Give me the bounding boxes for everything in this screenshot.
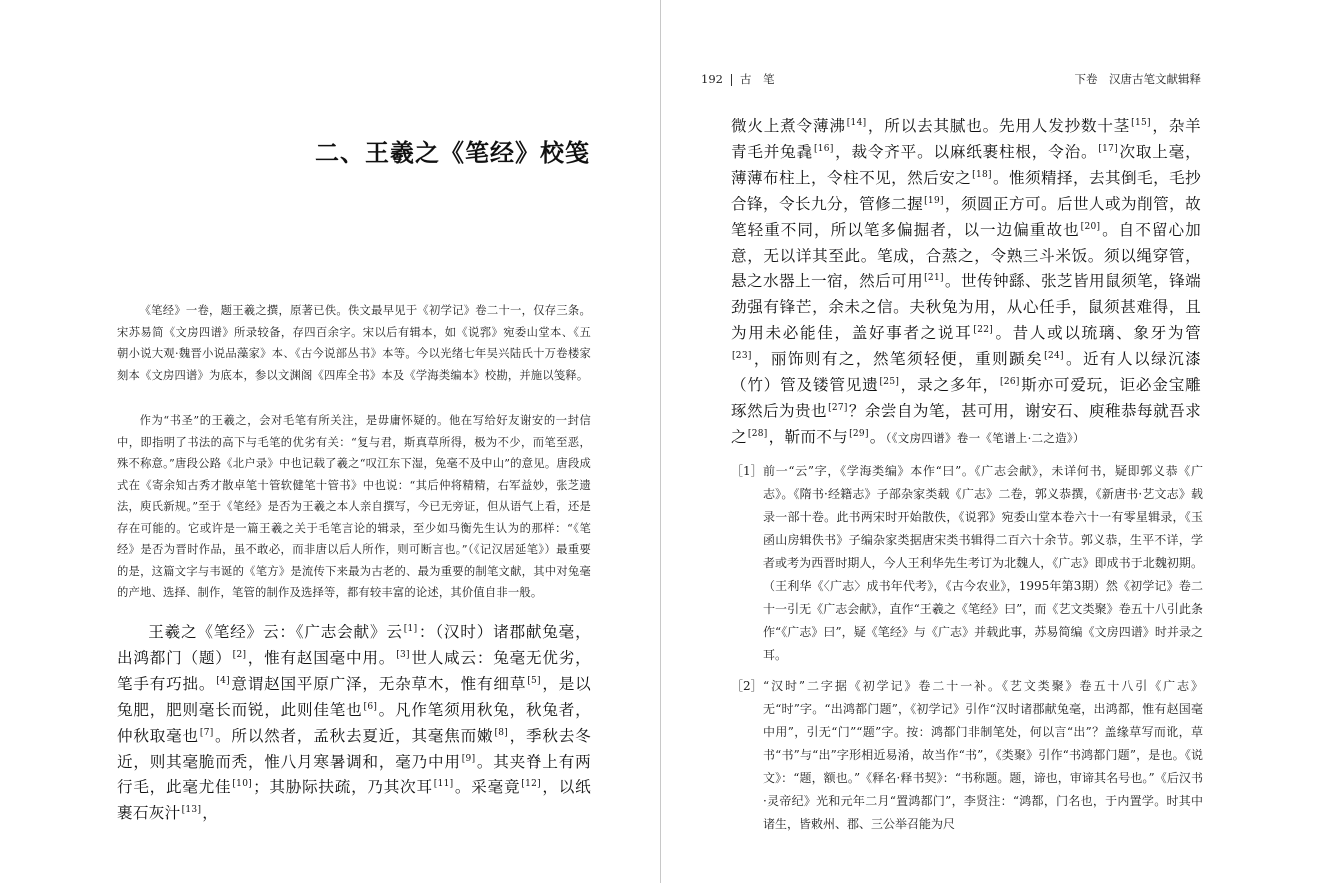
text-segment: 。凡作笔须用秋兔，秋兔者，仲秋取毫也 (117, 700, 591, 745)
footnote-ref[interactable]: [14] (846, 118, 867, 128)
footnote-ref[interactable]: [22] (973, 325, 994, 336)
footnote-ref[interactable]: [9] (461, 753, 476, 764)
footnote-ref[interactable]: [2] (232, 649, 247, 660)
text-segment: ？余尝自为笔，甚可用，谢安石、庾稚恭每就吾求之 (731, 401, 1201, 446)
text-segment: 王羲之《笔经》云：《广志会献》云 (148, 623, 403, 641)
footnote-ref[interactable]: [4] (216, 675, 230, 686)
section-title: 下卷 汉唐古笔文献辑释 (1074, 72, 1201, 86)
text-segment: ；其胁际扶疏，乃其次耳 (253, 778, 433, 797)
text-segment: 世人咸云：兔毫无优劣，笔手有巧拙。 (117, 648, 591, 693)
footnote-ref[interactable]: [17] (1098, 143, 1119, 154)
running-head (701, 71, 1201, 87)
footnote-number: ［1］ (731, 464, 763, 478)
footnote (731, 675, 1203, 836)
footnote-ref[interactable]: [28] (747, 428, 768, 439)
footnote-text: “汉时”二字据《初学记》卷二十一补。《艺文类聚》卷五十八引《广志》无“时”字。“出鸿都门题”，《初学记》引作“汉时诸郡献兔毫，出鸿都，惟有赵国毫中用”，引无“门”“题”字。按：鸿都门非制笔处，何以言“出”？盖缘草写而讹，草书“书”与“出”字形相近易淆，故当作“书”，《类聚》引作“书鸿都门题”，是也。《说文》：“题，额也。”《释名·释书契》：“书称题。题，谛也，审谛其名号也。”《后汉书·灵帝纪》光和元年二月“置鸿都门”，李贤注：“鸿都，门名也，于内置学。时其中诸生，皆敕州、郡、三公举召能为尺 (763, 679, 1203, 831)
main-paragraph (731, 114, 1201, 452)
footnote-ref[interactable]: [29] (849, 428, 869, 439)
page-number: 192 (701, 72, 723, 86)
chapter-title: 二、王羲之《笔经》校笺 (315, 139, 590, 168)
book-title: 古 笔 (739, 72, 775, 86)
text-segment: ，丽饰则有之，然笔须轻便，重则踬矣 (752, 350, 1044, 369)
intro-text: 作为“书圣”的王羲之，会对毛笔有所关注，是毋庸怀疑的。他在写给好友谢安的一封信中，即指明了书法的高下与毛笔的优劣有关：“复与君，斯真草所得，极为不少，而笔至恶，殊不称意。”唐段公路《北户录》中也记载了羲之“叹江东下湿，兔毫不及中山”的意见。唐段成式在《寄余知古秀才散卓笔十管软健笔十管书》中也说：“其后仲将精精，右军益妙，张芝遗法，庾氏新规。”至于《笔经》是否为王羲之本人亲自撰写，今已无旁证，但从语气上看，还是存在可能的。它或许是一篇王羲之关于毛笔言论的辑录，至少如马衡先生认为的那样：“《笔经》是否为晋时作品，虽不敢必，而非唐以后人所作，则可断言也。”（《记汉居延笔》）最重要的是，这篇文字与韦诞的《笔方》是流传下来最为古老的、最为重要的制笔文献，其中对兔毫的产地、选择、制作，笔管的制作及选择等，都有较丰富的论述，其价值自非一般。 (117, 414, 591, 599)
footnote-ref[interactable]: [25] (879, 377, 900, 388)
footnote-ref[interactable]: [24] (1044, 351, 1064, 362)
text-segment: ，录之多年， (900, 376, 1000, 395)
footnote-ref[interactable]: [23] (732, 351, 752, 362)
left-page (0, 0, 660, 883)
footnote-ref[interactable]: [7] (199, 727, 214, 738)
source-citation: （《文房四谱》卷一《笔谱上·二之造》） (885, 430, 1085, 445)
footnote-ref[interactable]: [11] (433, 779, 454, 790)
text-segment: 。惟须精择，去其倒毛，毛抄合锋，令长九分，管修二握 (731, 168, 1201, 213)
text-segment: ：（汉时）诸郡献兔毫，出鸿都门（题） (117, 623, 591, 667)
text-segment: ，所以去其腻也。先用人发抄数十茎 (867, 117, 1131, 135)
footnote-ref[interactable]: [5] (527, 675, 541, 686)
footnote-ref[interactable]: [1] (403, 624, 418, 634)
footnote-ref[interactable]: [10] (232, 779, 253, 790)
text-segment: ，以纸裹石灰汁 (117, 778, 591, 823)
text-segment: 。自不留心加意，无以详其至此。笔成，合蒸之，令熟三斗米饭。须以绳穿管，悬之水器上一宿，然后可用 (731, 220, 1201, 291)
text-segment: 意谓赵国平原广泽，无杂草木，惟有细草 (230, 674, 527, 693)
footnote-ref[interactable]: [19] (924, 195, 944, 206)
intro-text: 《笔经》一卷，题王羲之撰，原著已佚。佚文最早见于《初学记》卷二十一，仅存三条。宋苏易简《文房四谱》所录较备，存四百余字。宋以后有辑本，如《说郛》宛委山堂本、《五朝小说大观·魏晋小说品藻家》本、《古今说部丛书》本等。今以光绪七年吴兴陆氏十万卷楼家刻本《文房四谱》为底本，参以文渊阁《四库全书》本及《学海类编本》校勘，并施以笺释。 (117, 304, 591, 382)
footnote-ref[interactable]: [16] (813, 143, 834, 154)
text-segment: ，是以兔肥，肥则毫长而锐，此则佳笔也 (117, 674, 591, 719)
footnote-ref[interactable]: [6] (363, 701, 378, 712)
running-head-left (701, 71, 774, 87)
text-segment: ， (202, 804, 219, 823)
text-segment: 次取上毫，薄薄布柱上，令柱不见，然后安之 (731, 142, 1201, 187)
notes-section (731, 460, 1203, 844)
footnote-ref[interactable]: [27] (828, 402, 848, 413)
text-segment: 。所以然者，孟秋去夏近，其毫焦而嫩 (214, 726, 494, 745)
footnote-ref[interactable]: [20] (1080, 221, 1101, 232)
text-segment: 。昔人或以琉璃、象牙为管 (994, 324, 1202, 343)
text-segment: 。近有人以绿沉漆（竹）管及镂管见遗 (731, 350, 1201, 395)
footnote-ref[interactable]: [15] (1131, 118, 1151, 128)
main-text-right (731, 114, 1201, 452)
text-segment: ，杂羊青毛并兔毳 (731, 117, 1201, 161)
text-segment: 。其夹脊上有两行毛，此毫尤佳 (117, 752, 591, 797)
intro-paragraph (117, 300, 591, 386)
footnote-ref[interactable]: [8] (494, 727, 509, 738)
text-segment: 。世传钟繇、张芝皆用鼠须笔，锋端劲强有锋芒，余未之信。夫秋兔为用，从心任手，鼠须甚难得，且为用未必能佳，盖好事者之说耳 (731, 272, 1201, 343)
footnote (731, 460, 1203, 667)
footnote-ref[interactable]: [21] (924, 273, 944, 284)
footnote-text: 前一“云”字，《学海类编》本作“曰”。《广志会献》，未详何书，疑即郭义恭《广志》。《隋书·经籍志》子部杂家类载《广志》二卷，郭义恭撰，《新唐书·艺文志》载录一部十卷。此书两宋时开始散佚，《说郛》宛委山堂本卷六十一有零星辑录，《玉函山房辑佚书》子编杂家类据唐宋类书辑得二百六十余节。郭义恭，生平不详，学者或考为西晋时期人，今人王利华先生考订为北魏人，《广志》即成书于北魏初期。（王利华《〈广志〉成书年代考》，《古今农业》，1995年第3期）然《初学记》卷二十一引无《广志会献》，直作“王羲之《笔经》曰”，而《艺文类聚》卷五十八引此条作“《广志》曰”，疑《笔经》与《广志》并载此事，苏易简编《文房四谱》时并录之耳。 (763, 464, 1203, 662)
footnote-ref[interactable]: [18] (972, 169, 992, 180)
text-segment: ，靳而不与 (768, 427, 849, 446)
footnote-ref[interactable]: [12] (521, 779, 541, 790)
main-text-left (117, 620, 591, 827)
text-segment: 微火上煮令薄沸 (731, 117, 846, 135)
text-segment: ，裁令齐平。以麻纸裹柱根，令治。 (834, 142, 1098, 161)
text-segment: 。采毫竟 (454, 778, 521, 797)
text-segment: ，惟有赵国毫中用。 (247, 648, 396, 667)
right-page (661, 0, 1321, 883)
text-segment: ，须圆正方可。后世人或为削管，故笔轻重不同，所以笔多偏掘者，以一边偏重故也 (731, 194, 1201, 239)
footnote-ref[interactable]: [3] (396, 649, 410, 660)
text-segment: 。 (869, 427, 886, 446)
footnote-number: ［2］ (731, 679, 763, 693)
text-segment: ，季秋去冬近，则其毫脆而秃，惟八月寒暑调和，毫乃中用 (117, 726, 591, 771)
running-head-divider (731, 74, 732, 86)
intro-paragraph (117, 410, 591, 604)
main-paragraph (117, 620, 591, 827)
footnote-ref[interactable]: [13] (181, 805, 202, 816)
footnote-ref[interactable]: [26] (1000, 377, 1020, 388)
text-segment: 斯亦可爱玩，讵必金宝雕琢然后为贵也 (731, 376, 1201, 420)
